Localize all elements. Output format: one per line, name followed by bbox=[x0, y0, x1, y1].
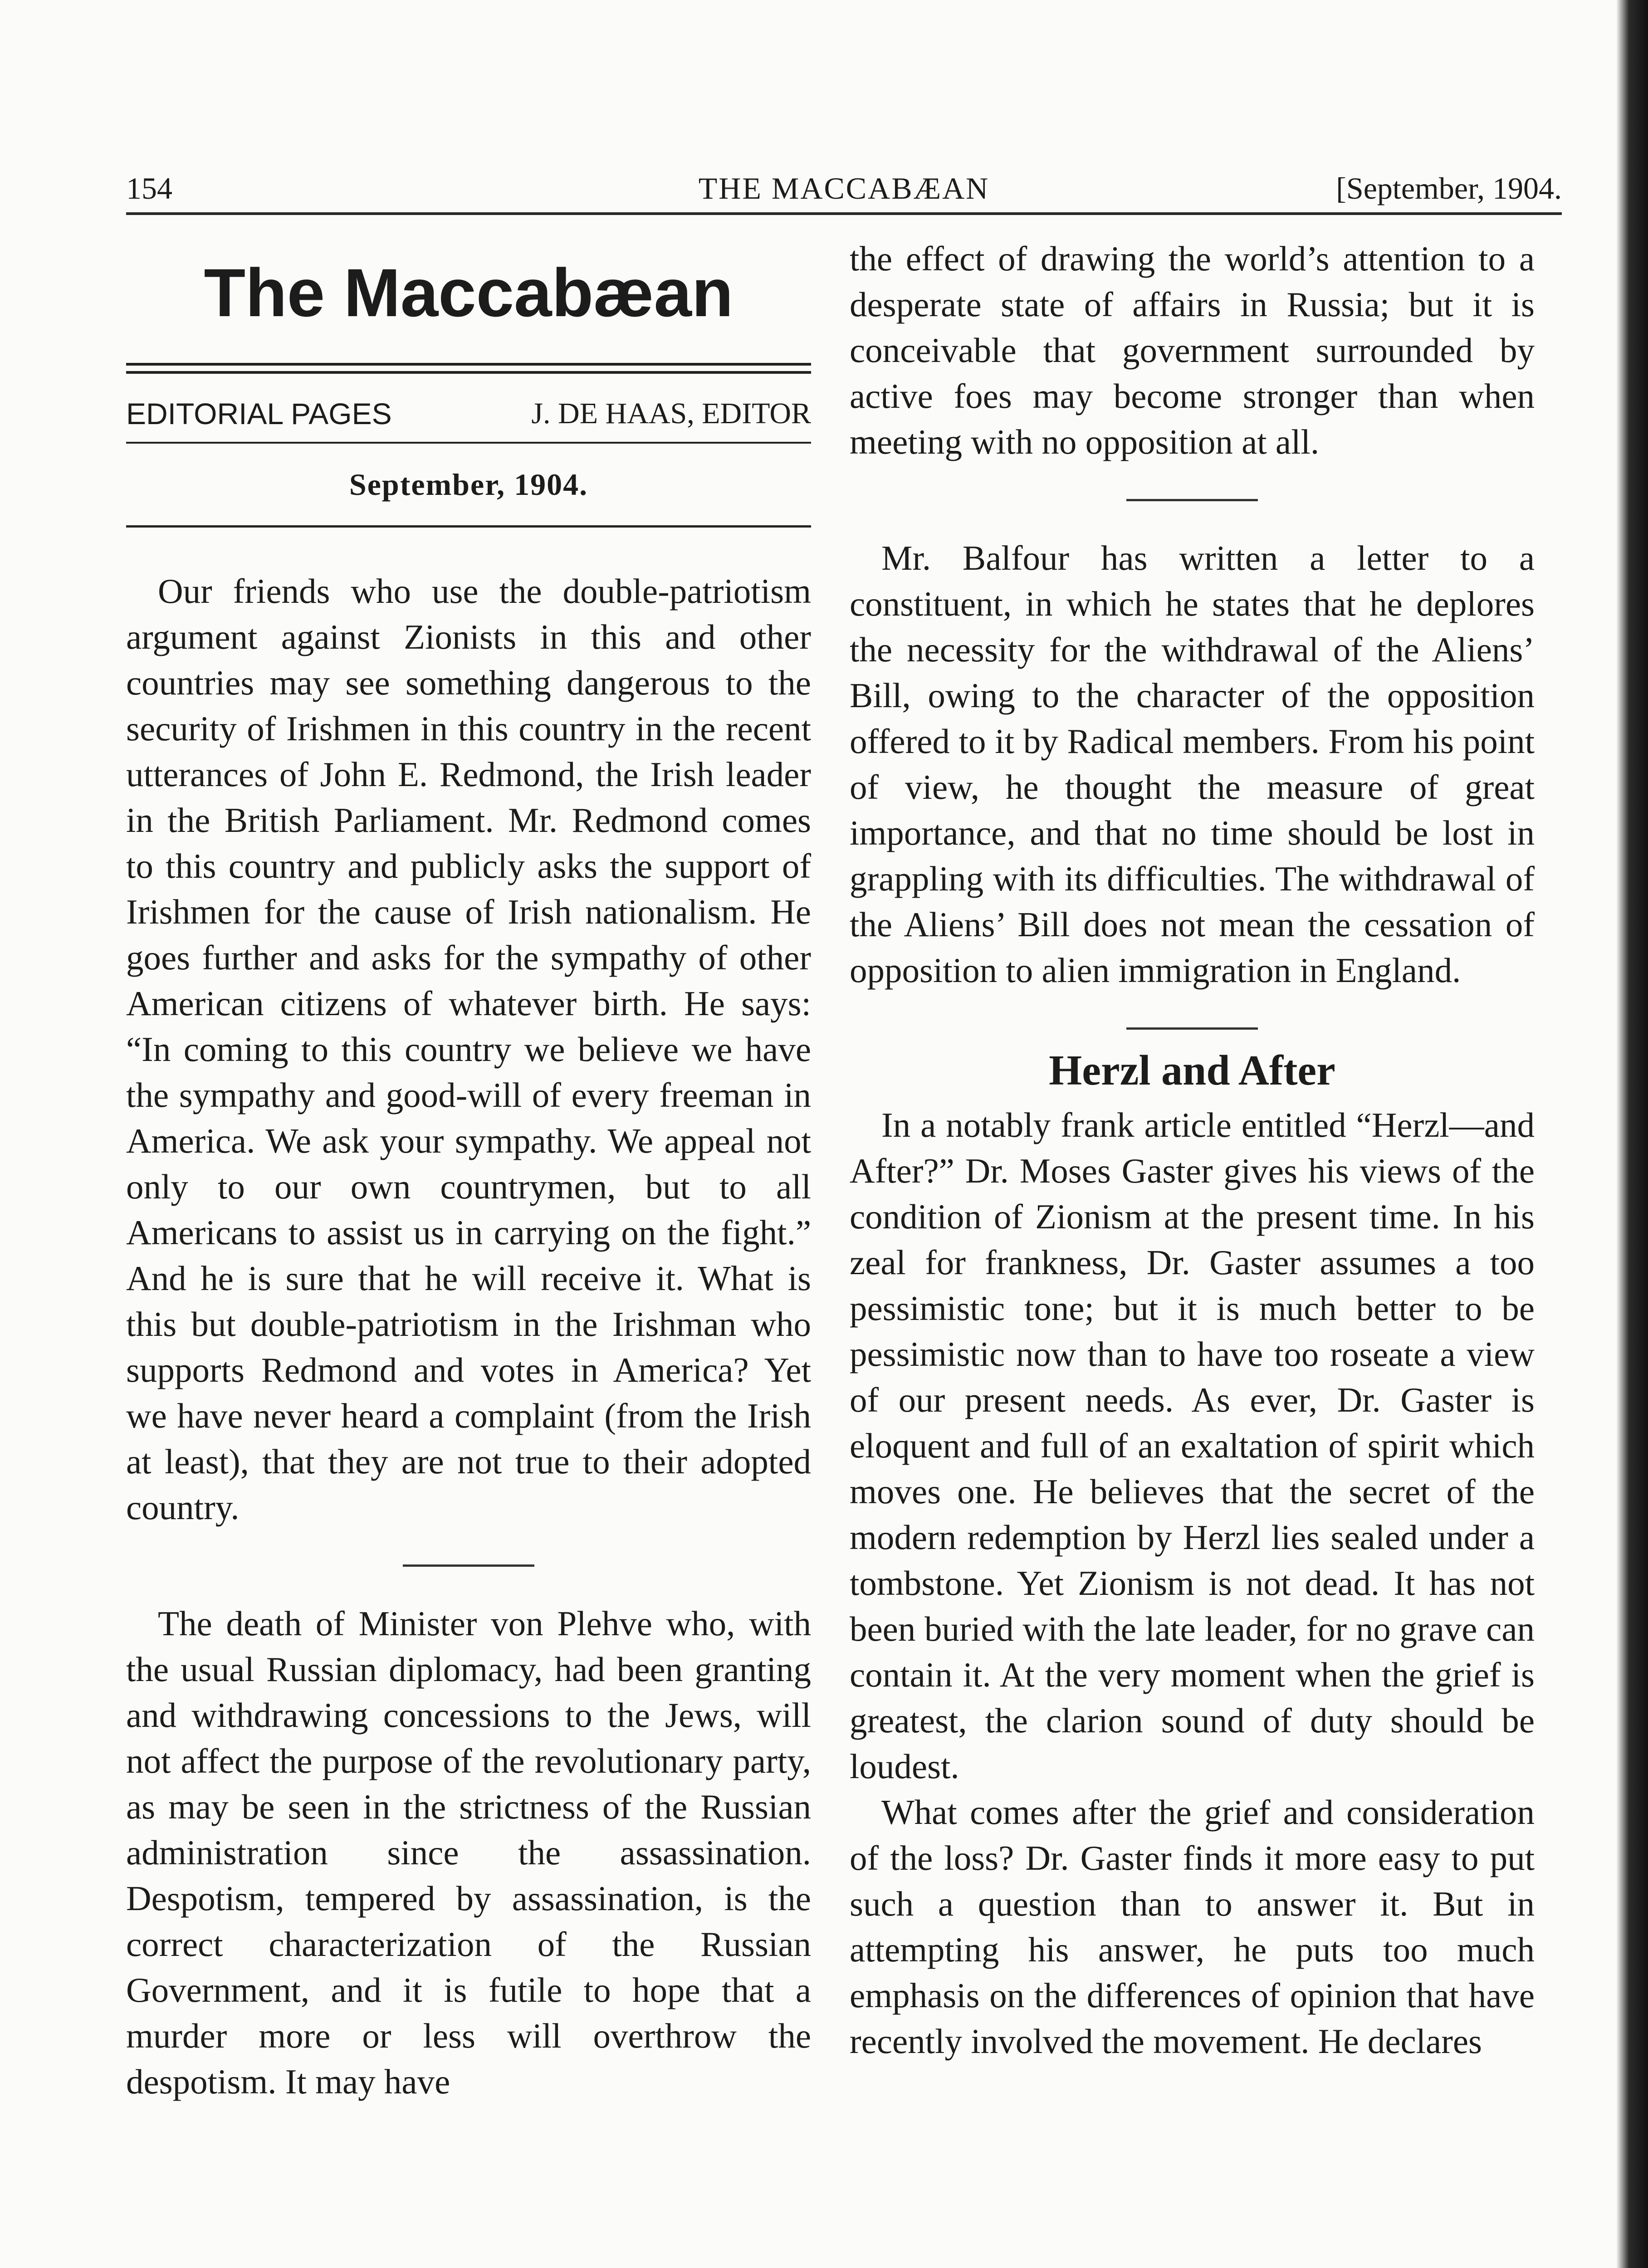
section-label: EDITORIAL PAGES bbox=[126, 397, 392, 430]
issue-date: September, 1904. bbox=[349, 467, 588, 502]
section-divider bbox=[403, 1564, 534, 1567]
editor-credit: J. DE HAAS, EDITOR bbox=[531, 397, 811, 430]
masthead-double-rule bbox=[126, 363, 811, 374]
paragraph-double-patriotism: Our friends who use the double-patriotism argument against Zionists in this and other countries may see something dangerous to the security of Irishmen in this country in the recent utterances of John E. Redmond, the Irish leader in the British Parliament. Mr. Redmond comes to this country and publicly asks the support of Irishmen for the cause of Irish nationalism. He goes further and asks for the sympathy of other American citizens of whatever birth. He says: “In coming to this country we believe we have the sympathy and good-will of every freeman in America. We ask your sympathy. We appeal not only to our own countrymen, but to all Americans to assist us in carrying on the fight.” And he is sure that he will receive it. What is this but double-patriotism in the Irishman who supports Redmond and votes in America? Yet we have never heard a complaint (from the Irish at least), that they are not true to their adopted country. bbox=[126, 572, 811, 1527]
section-divider bbox=[1126, 499, 1258, 501]
masthead-bottom-rule bbox=[126, 525, 811, 528]
left-column bbox=[126, 236, 811, 2105]
page-number: 154 bbox=[126, 171, 172, 205]
paragraph-balfour: Mr. Balfour has written a letter to a constituent, in which he states that he deplores the necessity for the withdrawal of the Aliens’ Bill, owing to the character of the opposition offered to it by Radical members. From his point of view, he thought the measure of great importance, and that no time should be lost in grappling with its difficulties. The withdrawal of the Aliens’ Bill does not mean the cessation of opposition to alien immigration in England. bbox=[850, 538, 1535, 990]
page-edge-shadow bbox=[1616, 0, 1648, 2268]
paragraph-herzl-2: What comes after the grief and consideration of the loss? Dr. Gaster finds it more easy to put such a question than to answer it. But in attempting his answer, he puts too much emphasis on the differences of opinion that have recently involved the movement. He declares bbox=[850, 1793, 1535, 2061]
section-heading: Herzl and After bbox=[1049, 1047, 1335, 1094]
right-column bbox=[850, 236, 1535, 2064]
section-divider bbox=[1126, 1027, 1258, 1030]
header-rule bbox=[126, 212, 1562, 215]
running-head bbox=[126, 168, 1562, 209]
paragraph-continuation: the effect of drawing the world’s attention to a desperate state of affairs in Russia; but it is conceivable that government surrounded by active foes may become stronger than when meeting with no opposition at all. bbox=[850, 239, 1535, 461]
editorial-row bbox=[126, 383, 811, 442]
running-date: [September, 1904. bbox=[1336, 171, 1562, 205]
masthead-rule bbox=[126, 442, 811, 444]
paragraph-von-plehve: The death of Minister von Plehve who, with the usual Russian diplomacy, had been granting and withdrawing concessions to the Jews, will not affect the purpose of the revolutionary party, as may be seen in the strictness of the Russian administration since the assassination. Despotism, tempered by assassination, is the correct characterization of the Russian Government, and it is futile to hope that a murder more or less will overthrow the despotism. It may have bbox=[126, 1604, 811, 2101]
masthead-title: The Maccabæan bbox=[204, 254, 734, 331]
paragraph-herzl-1: In a notably frank article entitled “Herzl—and After?” Dr. Moses Gaster gives his views of the condition of Zionism at the present time. In his zeal for frankness, Dr. Gaster assumes a too pessimistic tone; but it is much better to be pessimistic now than to have too roseate a view of our present needs. As ever, Dr. Gaster is eloquent and full of an exaltation of spirit which moves one. He believes that the secret of the modern redemption by Herzl lies sealed under a tombstone. Yet Zionism is not dead. It has not been buried with the late leader, for no grave can contain it. At the very moment when the grief is greatest, the clarion sound of duty should be loudest. bbox=[850, 1105, 1535, 1786]
journal-title: THE MACCABÆAN bbox=[698, 171, 990, 205]
